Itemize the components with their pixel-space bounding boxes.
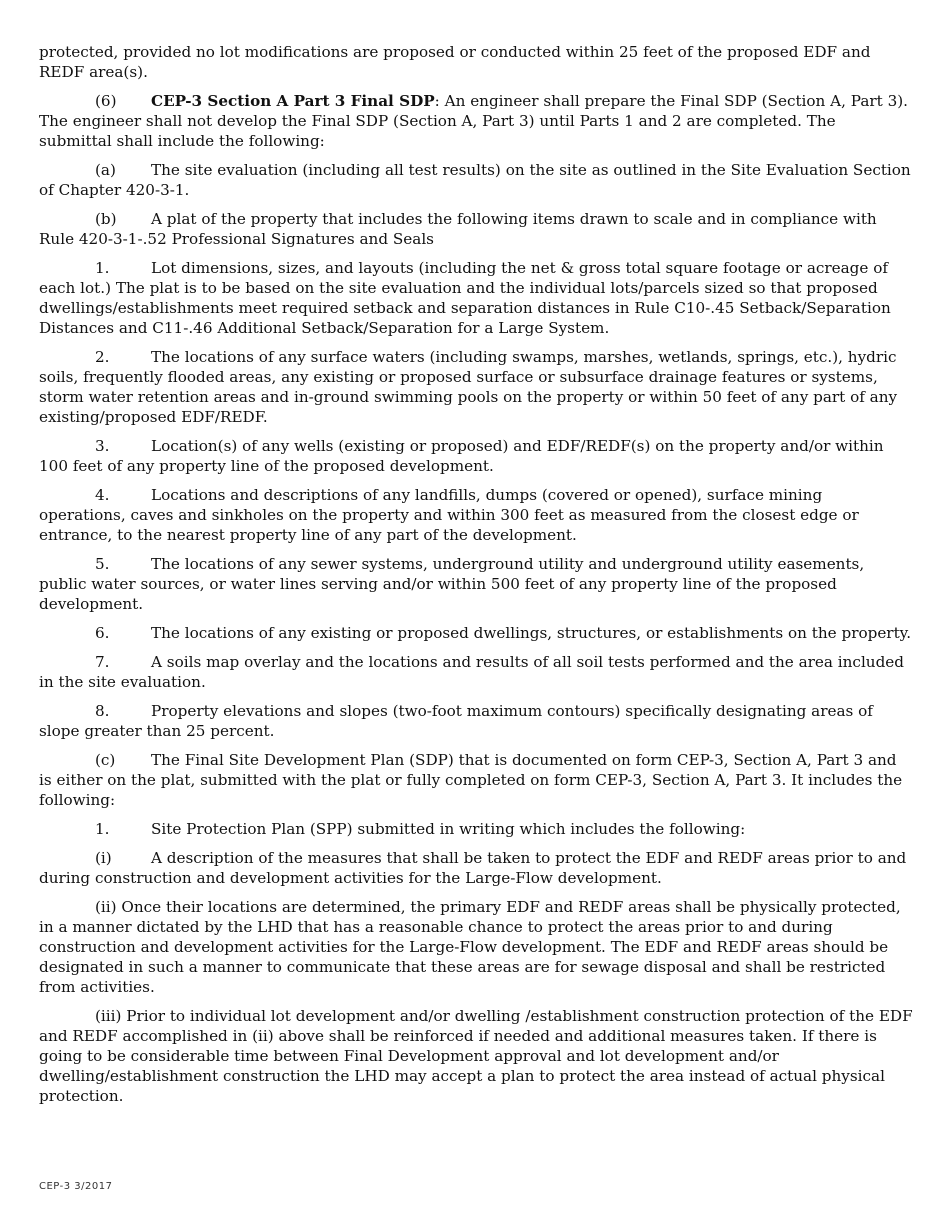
item-label: (a) bbox=[95, 161, 116, 179]
item-number: 7. bbox=[95, 653, 110, 671]
item-number: 1. bbox=[95, 259, 110, 277]
document-body bbox=[39, 42, 913, 1115]
item-number: 2. bbox=[95, 348, 110, 366]
paragraph-text: Property elevations and slopes (two-foot maximum contours) specifically designating areas of slope greater than 25 percent. bbox=[39, 702, 873, 740]
paragraph-text: The locations of any surface waters (including swamps, marshes, wetlands, springs, etc.), hydric soils, frequently flooded areas, any existing or proposed surface or subsurface drainage features or systems, storm water retention areas and in-ground swimming pools on the property or within 50 feet of any part of any existing/proposed EDF/REDF. bbox=[39, 348, 898, 426]
item-c-paragraph bbox=[39, 750, 913, 810]
paragraph-text: The locations of any existing or proposed dwellings, structures, or establishments on the property. bbox=[151, 624, 912, 642]
list-item-8 bbox=[39, 701, 913, 741]
paragraph-text: Location(s) of any wells (existing or proposed) and EDF/REDF(s) on the property and/or within 100 feet of any property line of the proposed development. bbox=[39, 437, 884, 475]
list-item-6 bbox=[39, 623, 913, 643]
item-number: 4. bbox=[95, 486, 110, 504]
paragraph-text: Site Protection Plan (SPP) submitted in writing which includes the following: bbox=[151, 820, 746, 838]
paragraph-text: A description of the measures that shall be taken to protect the EDF and REDF areas prior to and during construction and development activities for the Large-Flow development. bbox=[39, 849, 907, 887]
section-label: (6) bbox=[95, 92, 117, 110]
paragraph-text: Locations and descriptions of any landfills, dumps (covered or opened), surface mining operations, caves and sinkholes on the property and within 300 feet as measured from the closest edge or entrance, to the nearest property line of any part of the development. bbox=[39, 486, 859, 544]
sub-item-ii: (ii) Once their locations are determined, the primary EDF and REDF areas shall be physically protected, in a manner dictated by the LHD that has a reasonable chance to protect the areas prior to and during construction and development activities for the Large-Flow development. The EDF and REDF areas should be designated in such a manner to communicate that these areas are for sewage disposal and shall be restricted from activities. bbox=[39, 898, 901, 996]
item-label: (i) bbox=[95, 849, 112, 867]
item-number: 1. bbox=[95, 820, 110, 838]
item-label: (b) bbox=[95, 210, 117, 228]
item-number: 6. bbox=[95, 624, 110, 642]
section-6-paragraph bbox=[39, 91, 913, 151]
item-number: 3. bbox=[95, 437, 110, 455]
footer-form-id: CEP-3 3/2017 bbox=[39, 1181, 113, 1192]
list-item-4 bbox=[39, 485, 913, 545]
paragraph-text: The site evaluation (including all test results) on the site as outlined in the Site Evaluation Section of Chapter 420-3-1. bbox=[39, 161, 911, 199]
item-number: 8. bbox=[95, 702, 110, 720]
item-number: 5. bbox=[95, 555, 110, 573]
item-label: (c) bbox=[95, 751, 116, 769]
paragraph-text: Lot dimensions, sizes, and layouts (including the net & gross total square footage or acreage of each lot.) The plat is to be based on the site evaluation and the individual lots/parcels sized so that proposed dwellings/establishments meet required setback and separation distances in Rule C10-.45 Setback/Separation Distances and C11-.46 Additional Setback/Separation for a Large System. bbox=[39, 259, 891, 337]
sub-item-1 bbox=[39, 819, 913, 839]
paragraph-text: The locations of any sewer systems, underground utility and underground utility easements, public water sources, or water lines serving and/or within 500 feet of any property line of the proposed development. bbox=[39, 555, 865, 613]
list-item-3 bbox=[39, 436, 913, 476]
list-item-7 bbox=[39, 652, 913, 692]
paragraph-continuation: protected, provided no lot modifications are proposed or conducted within 25 feet of the proposed EDF and REDF area(s). bbox=[39, 43, 871, 81]
list-item-2 bbox=[39, 347, 913, 427]
sub-item-iii: (iii) Prior to individual lot development and/or dwelling /establishment construction protection of the EDF and REDF accomplished in (ii) above shall be reinforced if needed and additional measures taken. If there is going to be considerable time between Final Development approval and lot development and/or dwelling/establishment construction the LHD may accept a plan to protect the area instead of actual physical protection. bbox=[39, 1007, 913, 1105]
item-b-paragraph bbox=[39, 209, 913, 249]
sub-item-i bbox=[39, 848, 913, 888]
paragraph-text: A soils map overlay and the locations and results of all soil tests performed and the area included in the site evaluation. bbox=[39, 653, 905, 691]
paragraph-text: A plat of the property that includes the following items drawn to scale and in compliance with Rule 420-3-1-.52 Professional Signatures and Seals bbox=[39, 210, 877, 248]
list-item-1 bbox=[39, 258, 913, 338]
paragraph-text: The Final Site Development Plan (SDP) that is documented on form CEP-3, Section A, Part 3 and is either on the plat, submitted with the plat or fully completed on form CEP-3, Section A, Part 3. It includes the following: bbox=[39, 751, 903, 809]
item-a-paragraph bbox=[39, 160, 913, 200]
list-item-5 bbox=[39, 554, 913, 614]
paragraph-text: : An engineer shall prepare the Final SDP (Section A, Part 3). The engineer shall not develop the Final SDP (Section A, Part 3) until Parts 1 and 2 are completed. The submittal shall include the following: bbox=[39, 92, 908, 150]
section-heading: CEP-3 Section A Part 3 Final SDP bbox=[151, 92, 435, 110]
